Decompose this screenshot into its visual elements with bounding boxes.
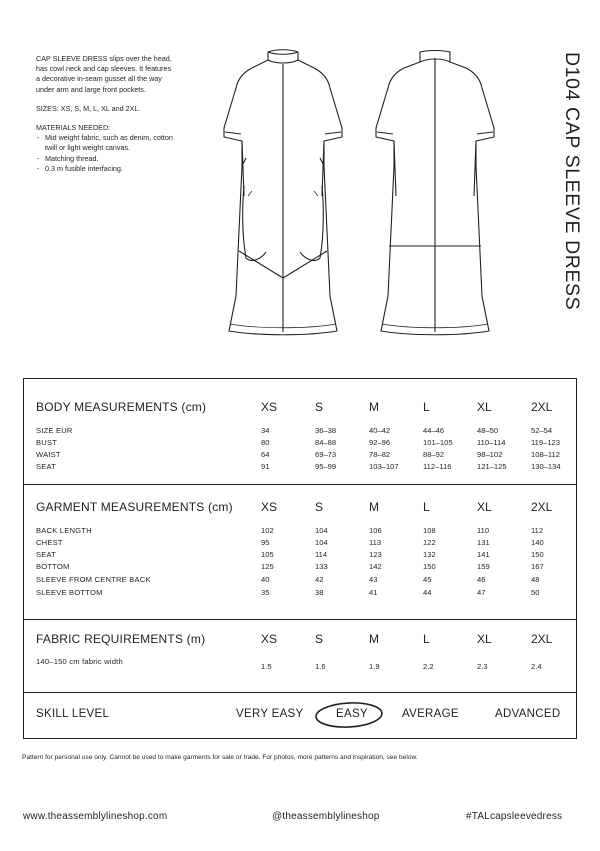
description-line: under arm and large front pockets.	[36, 84, 146, 94]
pattern-title: D104 CAP SLEEVE DRESS	[561, 52, 583, 311]
table-cell: 48	[531, 575, 540, 584]
table-cell: 1.5	[261, 662, 272, 671]
table-cell: 46	[477, 575, 486, 584]
table-cell: 48–50	[477, 426, 499, 435]
row-label: SIZE EUR	[36, 426, 73, 435]
description-line: CAP SLEEVE DRESS slips over the head,	[36, 54, 172, 63]
row-label: SLEEVE FROM CENTRE BACK	[36, 575, 151, 584]
size-header: S	[315, 400, 324, 414]
table-cell: 141	[477, 550, 490, 559]
table-cell: 123	[369, 550, 382, 559]
skill-average: AVERAGE	[402, 708, 459, 720]
row-label: SEAT	[36, 550, 57, 559]
size-header: L	[423, 400, 430, 414]
row-label: BACK LENGTH	[36, 526, 92, 535]
table-cell: 78–82	[369, 450, 391, 459]
table-cell: 47	[477, 588, 486, 597]
sizes-text: SIZES: XS, S, M, L, XL and 2XL.	[36, 103, 141, 113]
table-cell: 64	[261, 450, 270, 459]
table-cell: 2.3	[477, 662, 488, 671]
size-header: XS	[261, 500, 278, 514]
table-cell: 104	[315, 526, 328, 535]
garment-measurements-title: GARMENT MEASUREMENTS (cm)	[36, 500, 233, 514]
table-cell: 112	[531, 526, 544, 535]
table-cell: 50	[531, 588, 540, 597]
size-header: L	[423, 500, 430, 514]
table-cell: 142	[369, 562, 382, 571]
size-header: M	[369, 500, 379, 514]
materials-item: - Mid weight fabric, such as denim, cotton twill or light weight canvas.	[36, 133, 236, 153]
size-header: XS	[261, 400, 278, 414]
table-cell: 52–54	[531, 426, 553, 435]
size-header: M	[369, 632, 379, 646]
section-divider	[24, 692, 576, 693]
row-label: SEAT	[36, 462, 57, 471]
skill-very-easy: VERY EASY	[236, 708, 304, 720]
hashtag: #TALcapsleevedress	[466, 811, 563, 822]
table-cell: 114	[315, 550, 328, 559]
row-label: CHEST	[36, 538, 63, 547]
table-cell: 1.9	[369, 662, 380, 671]
section-divider	[24, 484, 576, 485]
skill-level-label: SKILL LEVEL	[36, 708, 110, 720]
size-header: 2XL	[531, 500, 553, 514]
materials-item: - 0.3 m fusible interfacing.	[36, 164, 236, 174]
table-cell: 106	[369, 526, 382, 535]
table-cell: 132	[423, 550, 436, 559]
table-cell: 45	[423, 575, 432, 584]
size-header: 2XL	[531, 400, 553, 414]
row-label: SLEEVE BOTTOM	[36, 588, 103, 597]
table-cell: 44–46	[423, 426, 445, 435]
table-cell: 159	[477, 562, 490, 571]
table-cell: 41	[369, 588, 378, 597]
materials-item: - Matching thread.	[36, 154, 236, 164]
table-cell: 92–96	[369, 438, 391, 447]
body-measurements-title: BODY MEASUREMENTS (cm)	[36, 400, 207, 414]
table-cell: 122	[423, 538, 436, 547]
skill-easy: EASY	[336, 708, 368, 720]
table-cell: 84–88	[315, 438, 337, 447]
description-text	[36, 54, 236, 95]
table-cell: 125	[261, 562, 274, 571]
table-cell: 2.2	[423, 662, 434, 671]
row-label: 140–150 cm fabric width	[36, 657, 123, 666]
table-cell: 167	[531, 562, 544, 571]
table-cell: 88–92	[423, 450, 445, 459]
table-cell: 42	[315, 575, 324, 584]
table-cell: 95–99	[315, 462, 337, 471]
table-cell: 108–112	[531, 450, 560, 459]
description-line: a decorative in-seam gusset all the way	[36, 74, 162, 84]
table-cell: 40	[261, 575, 270, 584]
table-cell: 35	[261, 588, 270, 597]
size-header: XS	[261, 632, 278, 646]
section-divider	[24, 619, 576, 620]
table-cell: 140	[531, 538, 544, 547]
row-label: WAIST	[36, 450, 61, 459]
pattern-description	[36, 54, 236, 174]
table-cell: 40–42	[369, 426, 391, 435]
table-cell: 43	[369, 575, 378, 584]
social-handle[interactable]: @theassemblylineshop	[272, 811, 380, 822]
table-cell: 102	[261, 526, 274, 535]
dress-back-drawing	[370, 46, 500, 346]
description-line: has cowl neck and cap sleeves. It features	[36, 64, 172, 74]
table-cell: 95	[261, 538, 270, 547]
row-label: BUST	[36, 438, 58, 447]
table-cell: 105	[261, 550, 274, 559]
table-cell: 112–116	[423, 462, 452, 471]
size-header: XL	[477, 500, 492, 514]
dress-front-drawing	[218, 46, 348, 346]
fabric-requirements-title: FABRIC REQUIREMENTS (m)	[36, 632, 206, 646]
table-cell: 104	[315, 538, 328, 547]
table-cell: 150	[531, 550, 544, 559]
website-link[interactable]: www.theassemblylineshop.com	[23, 811, 168, 822]
materials-list	[36, 133, 236, 174]
table-cell: 133	[315, 562, 328, 571]
size-header: XL	[477, 632, 492, 646]
row-label: BOTTOM	[36, 562, 70, 571]
skill-advanced: ADVANCED	[495, 708, 561, 720]
table-cell: 98–102	[477, 450, 503, 459]
table-cell: 113	[369, 538, 382, 547]
table-cell: 38	[315, 588, 324, 597]
table-cell: 110	[477, 526, 490, 535]
table-cell: 103–107	[369, 462, 399, 471]
table-cell: 101–105	[423, 438, 453, 447]
size-header: S	[315, 632, 324, 646]
table-cell: 36–38	[315, 426, 337, 435]
table-cell: 2.4	[531, 662, 542, 671]
materials-heading: MATERIALS NEEDED:	[36, 123, 111, 133]
size-header: 2XL	[531, 632, 553, 646]
table-cell: 1.6	[315, 662, 326, 671]
table-cell: 150	[423, 562, 436, 571]
usage-disclaimer: Pattern for personal use only. Cannot be used to make garments for sale or trade. For photos, more patterns and inspiration, see below.	[22, 754, 418, 761]
table-cell: 91	[261, 462, 270, 471]
size-header: S	[315, 500, 324, 514]
table-cell: 69–73	[315, 450, 337, 459]
table-cell: 110–114	[477, 438, 506, 447]
table-cell: 121–125	[477, 462, 507, 471]
measurements-panel	[23, 378, 577, 739]
table-cell: 131	[477, 538, 490, 547]
size-header: M	[369, 400, 379, 414]
table-cell: 34	[261, 426, 270, 435]
table-cell: 130–134	[531, 462, 561, 471]
size-header: L	[423, 632, 430, 646]
table-cell: 80	[261, 438, 270, 447]
table-cell: 108	[423, 526, 436, 535]
table-cell: 44	[423, 588, 432, 597]
size-header: XL	[477, 400, 492, 414]
table-cell: 119–123	[531, 438, 560, 447]
